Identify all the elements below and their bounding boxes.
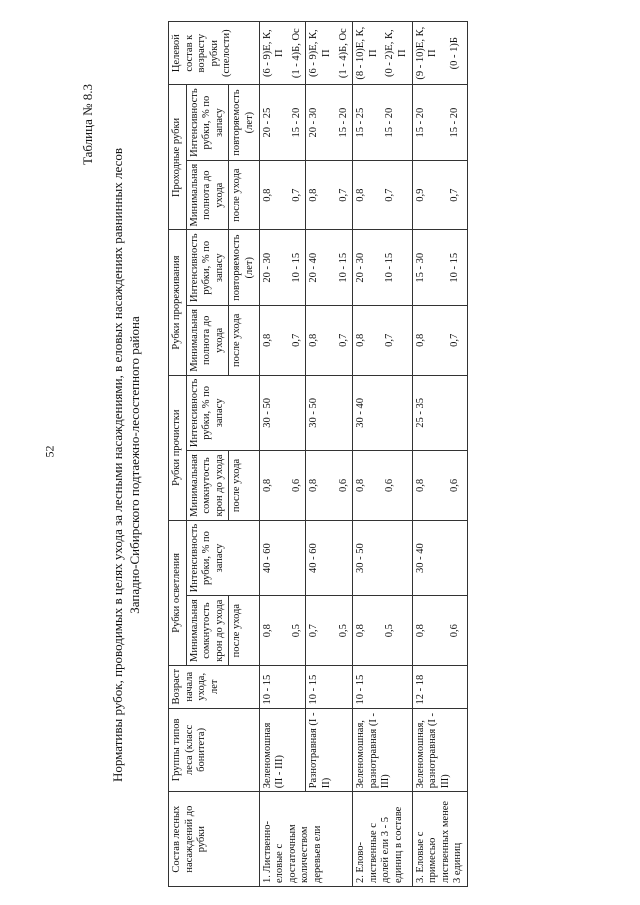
cell-pro-min: 0,8 xyxy=(306,451,336,521)
header-osv-int: Интенсивность рубки, % по запасу xyxy=(186,520,259,595)
cell-target-main: (6 - 9)Е, К, П xyxy=(259,22,289,85)
cell-forest-type: Зеленомошная (II - III) xyxy=(259,708,306,792)
cell-pro-min: 0,8 xyxy=(259,451,289,521)
cell-osv-int: 30 - 40 xyxy=(412,520,467,595)
header-pkh-after: после ухода xyxy=(229,160,259,230)
header-prokhodnye: Проходные рубки xyxy=(169,85,187,230)
cell-composition: 3. Еловые с примесью лиственных менее 3 единиц xyxy=(412,792,467,887)
cell-target-admix: (0 - 1)Б xyxy=(447,22,467,85)
cell-age: 10 - 15 xyxy=(259,665,306,708)
cell-composition: 2. Елово-лиственные с долей ели 3 - 5 единиц в составе xyxy=(353,792,412,887)
header-pkh-min: Минимальная полнота до ухода xyxy=(186,160,229,230)
table-title-line-1: Нормативы рубок, проводимых в целях ухода за лесными насаждениями, в еловых насаждениях равнинных лесов xyxy=(110,147,125,783)
cell-pro-after: 0,6 xyxy=(447,451,467,521)
cell-prz-int: 20 - 30 xyxy=(353,230,383,305)
cell-prz-int: 20 - 40 xyxy=(306,230,336,305)
cell-target-admix: (0 - 2)Е, К, П xyxy=(382,22,412,85)
header-prochistki: Рубки прочистки xyxy=(169,375,187,520)
header-pkh-int: Интенсивность рубки, % по запасу xyxy=(186,85,229,160)
header-prorezhivanie: Рубки прореживания xyxy=(169,230,187,375)
cell-osv-min: 0,8 xyxy=(412,596,447,666)
cell-pro-after: 0,6 xyxy=(289,451,306,521)
cell-target-main: (9 - 10)Е, К, П xyxy=(412,22,447,85)
cell-pkh-min: 0,8 xyxy=(259,160,289,230)
cell-osv-after: 0,5 xyxy=(382,596,412,666)
table-label: Таблица № 8.3 xyxy=(80,83,95,165)
table-title-line-2: Западно-Сибирского подтаежно-лесостепного района xyxy=(127,316,142,614)
table-row xyxy=(353,22,383,887)
table-row xyxy=(306,22,336,887)
header-prz-after: после ухода xyxy=(229,305,259,375)
header-composition: Состав лесных насаждений до рубки xyxy=(169,792,260,887)
header-target: Целевой состав к возрасту рубки (спелости) xyxy=(169,22,260,85)
cell-pkh-min: 0,9 xyxy=(412,160,447,230)
cell-prz-rep: 10 - 15 xyxy=(382,230,412,305)
norms-table xyxy=(168,21,468,887)
header-forest-type: Группы типов леса (класс бонитета) xyxy=(169,708,260,792)
cell-prz-rep: 10 - 15 xyxy=(336,230,353,305)
header-pkh-rep: повторяемость (лет) xyxy=(229,85,259,160)
cell-prz-min: 0,8 xyxy=(306,305,336,375)
cell-pro-int: 30 - 40 xyxy=(353,375,412,450)
header-prz-rep: повторяемость (лет) xyxy=(229,230,259,305)
cell-prz-int: 15 - 30 xyxy=(412,230,447,305)
cell-osv-after: 0,5 xyxy=(289,596,306,666)
cell-osv-after: 0,6 xyxy=(447,596,467,666)
header-age: Возраст начала ухода, лет xyxy=(169,665,260,708)
cell-pkh-after: 0,7 xyxy=(382,160,412,230)
cell-target-main: (8 - 10)Е, К, П xyxy=(353,22,383,85)
cell-prz-int: 20 - 30 xyxy=(259,230,289,305)
cell-osv-int: 40 - 60 xyxy=(306,520,353,595)
table-row xyxy=(412,22,447,887)
cell-pro-int: 30 - 50 xyxy=(306,375,353,450)
cell-osv-after: 0,5 xyxy=(336,596,353,666)
header-osv-after: после ухода xyxy=(229,596,259,666)
cell-age: 10 - 15 xyxy=(306,665,353,708)
header-osv-min: Минимальная сомкнутость крон до ухода xyxy=(186,596,229,666)
cell-age: 10 - 15 xyxy=(353,665,412,708)
cell-pro-min: 0,8 xyxy=(412,451,447,521)
cell-prz-after: 0,7 xyxy=(336,305,353,375)
cell-composition: 1. Лиственно-еловые с достаточным количеством деревьев ели xyxy=(259,792,353,887)
cell-age: 12 - 18 xyxy=(412,665,467,708)
cell-forest-type: Разнотравная (I - II) xyxy=(306,708,353,792)
page-number: 52 xyxy=(42,445,57,458)
cell-prz-min: 0,8 xyxy=(259,305,289,375)
cell-forest-type: Зеленомошная, разнотравная (I - III) xyxy=(353,708,412,792)
header-prz-int: Интенсивность рубки, % по запасу xyxy=(186,230,229,305)
cell-osv-int: 40 - 60 xyxy=(259,520,306,595)
cell-osv-min: 0,8 xyxy=(259,596,289,666)
header-pro-after: после ухода xyxy=(229,451,259,521)
cell-prz-after: 0,7 xyxy=(447,305,467,375)
cell-osv-min: 0,7 xyxy=(306,596,336,666)
cell-pkh-int: 20 - 25 xyxy=(259,85,289,160)
cell-target-main: (6 - 9)Е, К, П xyxy=(306,22,336,85)
cell-prz-rep: 10 - 15 xyxy=(289,230,306,305)
cell-forest-type: Зеленомошная, разнотравная (I - III) xyxy=(412,708,467,792)
cell-pkh-after: 0,7 xyxy=(289,160,306,230)
cell-pkh-rep: 15 - 20 xyxy=(336,85,353,160)
cell-prz-min: 0,8 xyxy=(353,305,383,375)
cell-prz-min: 0,8 xyxy=(412,305,447,375)
cell-pkh-rep: 15 - 20 xyxy=(447,85,467,160)
cell-target-admix: (1 - 4)Б, Ос xyxy=(289,22,306,85)
cell-pkh-int: 15 - 20 xyxy=(412,85,447,160)
header-pro-min: Минимальная сомкнутость крон до ухода xyxy=(186,451,229,521)
cell-pkh-rep: 15 - 20 xyxy=(289,85,306,160)
cell-osv-int: 30 - 50 xyxy=(353,520,412,595)
cell-prz-rep: 10 - 15 xyxy=(447,230,467,305)
cell-pkh-rep: 15 - 20 xyxy=(382,85,412,160)
cell-prz-after: 0,7 xyxy=(289,305,306,375)
cell-pkh-after: 0,7 xyxy=(336,160,353,230)
cell-pkh-after: 0,7 xyxy=(447,160,467,230)
header-osvetlenie: Рубки осветления xyxy=(169,520,187,665)
cell-pro-int: 25 - 35 xyxy=(412,375,467,450)
cell-pkh-int: 20 - 30 xyxy=(306,85,336,160)
cell-osv-min: 0,8 xyxy=(353,596,383,666)
cell-pro-after: 0,6 xyxy=(382,451,412,521)
cell-prz-after: 0,7 xyxy=(382,305,412,375)
cell-pro-int: 30 - 50 xyxy=(259,375,306,450)
table-row xyxy=(259,22,289,887)
cell-pkh-min: 0,8 xyxy=(353,160,383,230)
cell-pro-min: 0,8 xyxy=(353,451,383,521)
header-pro-int: Интенсивность рубки, % по запасу xyxy=(186,375,259,450)
header-prz-min: Минимальная полнота до ухода xyxy=(186,305,229,375)
cell-pkh-min: 0,8 xyxy=(306,160,336,230)
cell-target-admix: (1 - 4)Б, Ос xyxy=(336,22,353,85)
cell-pkh-int: 15 - 25 xyxy=(353,85,383,160)
cell-pro-after: 0,6 xyxy=(336,451,353,521)
